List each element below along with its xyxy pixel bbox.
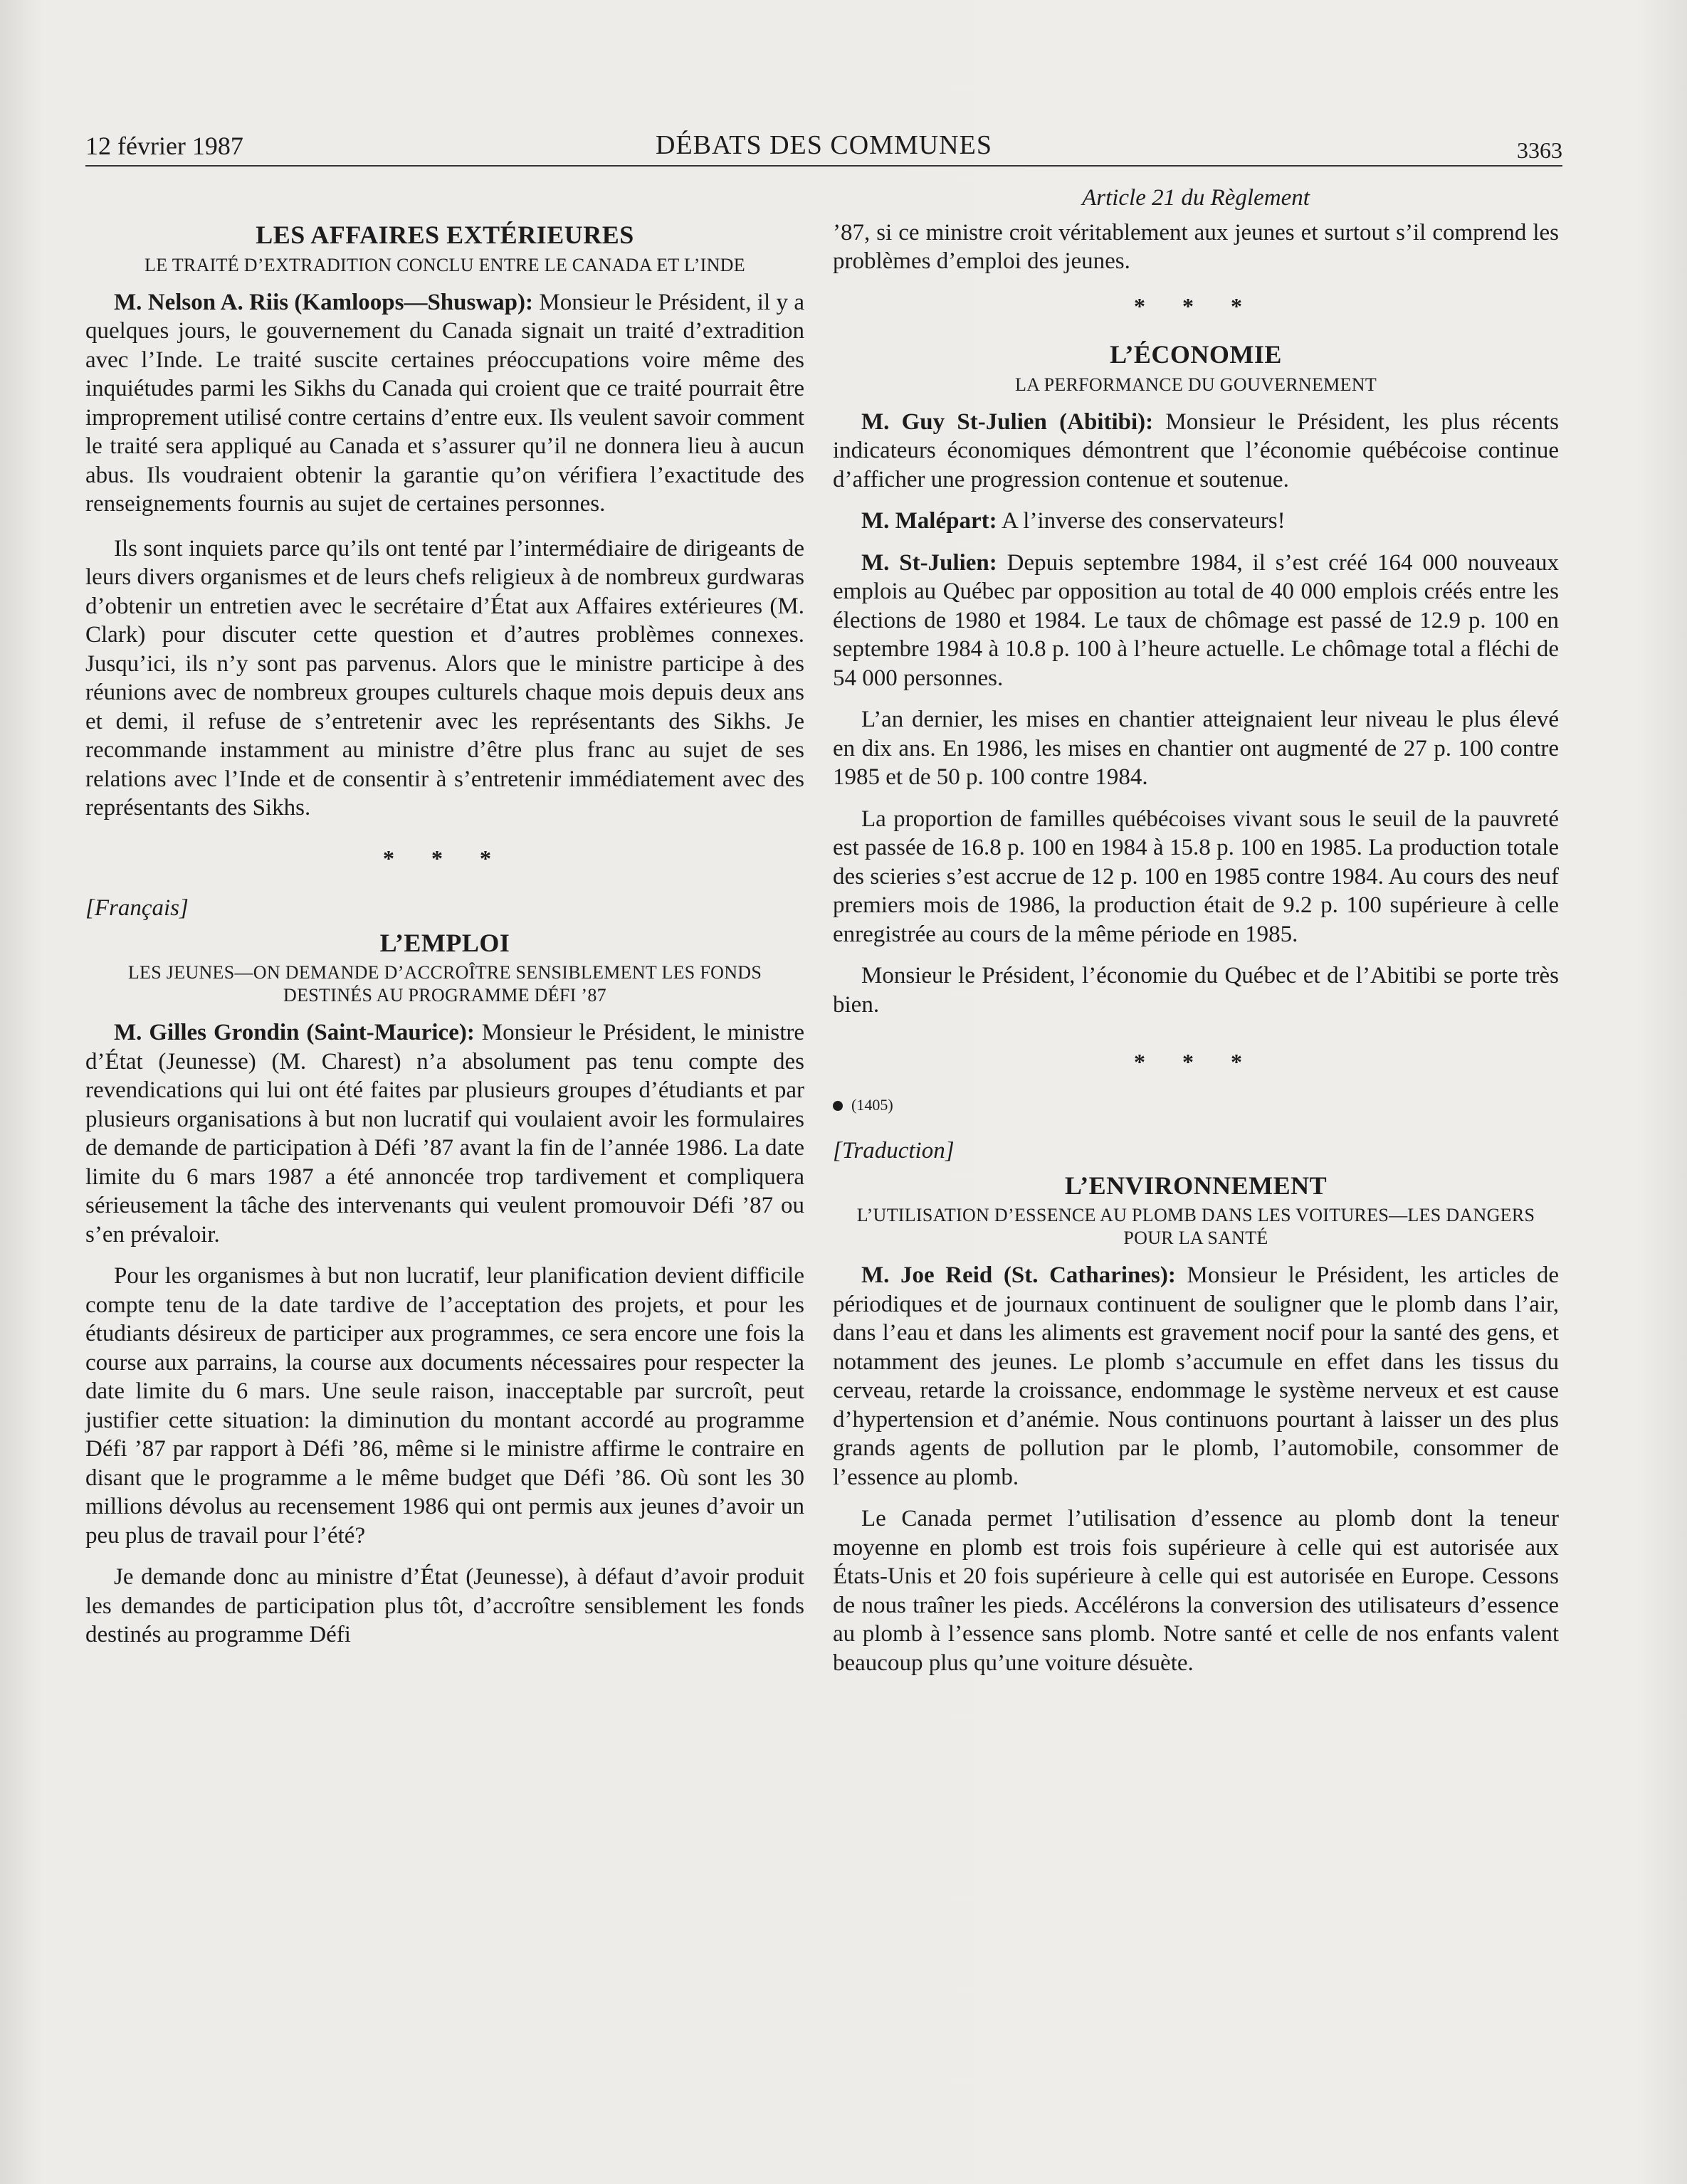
speaker-st-julien: M. Guy St-Julien (Abitibi):	[861, 408, 1154, 435]
paragraph-riis-2: Ils sont inquiets parce qu’ils ont tenté par l’intermédiaire de dirigeants de leurs divers organismes et de leurs chefs religieux à de nombreux gurdwaras d’obtenir un entretien avec le secrétaire d’État aux Affaires extérieures (M. Clark) pour discuter cette question et d’autres problèmes connexes. Jusqu’ici, ils n’y sont pas parvenus. Alors que le ministre participe à des réunions avec de nombreux groupes culturels chaque mois depuis deux ans et demi, il refuse de s’entretenir avec les représentants des Sikhs. Je recommande instamment au ministre d’être plus franc au sujet de ses relations avec l’Inde et de consentir à s’entretenir immédiatement avec des représentants des Sikhs.	[85, 535, 804, 821]
section-separator: * * *	[1134, 1049, 1258, 1075]
paragraph-st-julien-4: La proportion de familles québécoises vivant sous le seuil de la pauvreté est passée de 16.8 p. 100 en 1984 à 15.8 p. 100 en 1985. La production totale des scieries s’est accrue de 12 p. 100 en 1985 contre 1984. Au cours des neuf premiers mois de 1986, la production était de 9.2 p. 100 supérieure à celle enregistrée au cours de la même période en 1985.	[833, 806, 1559, 947]
paragraph-riis-1	[85, 288, 804, 519]
paragraph-text: Monsieur le Président, les articles de périodiques et de journaux continuent de souligner que le plomb dans l’air, dans l’eau et dans les aliments est gravement nocif pour la santé des gens, et notamment des jeunes. Le plomb s’accumule en effet dans les tissus du cerveau, retarde la croissance, endommage le système nerveux et est cause d’hypertension et d’anémie. Nous continuons pourtant à laisser un des plus grands agents de pollution par le plomb, l’automobile, consommer de l’essence au plomb.	[833, 1262, 1560, 1490]
paragraph-grondin-3: Je demande donc au ministre d’État (Jeunesse), à défaut d’avoir produit les demandes de participation plus tôt, d’accroître sensiblement les fonds destinés au programme Défi	[85, 1564, 804, 1647]
section-title-emploi: L’EMPLOI	[379, 928, 510, 957]
paragraph-st-julien-5: Monsieur le Président, l’économie du Québec et de l’Abitibi se porte très bien.	[833, 963, 1559, 1018]
paragraph-grondin-1	[85, 1018, 804, 1249]
section-title-economie: L’ÉCONOMIE	[1110, 340, 1282, 369]
paragraph-text: Monsieur le Président, le ministre d’État (Jeunesse) (M. Charest) n’a absolument pas tenu compte des revendications qui lui ont été faites par plusieurs groupes d’étudiants et par plusieurs organisations à but non lucratif qui voulaient avoir les formulaires de demande de participation à Défi ’87 avant la fin de l’année 1986. La date limite du 6 mars 1987 a été annoncée trop tardivement et compliquera sérieusement la tâche des intervenants qui veulent promouvoir Défi ’87 ou s’en prévaloir.	[85, 1020, 805, 1247]
paragraph-text: A l’inverse des conservateurs!	[997, 508, 1286, 534]
paragraph-st-julien-1	[833, 408, 1559, 495]
section-subtitle-performance: LA PERFORMANCE DU GOUVERNEMENT	[1014, 374, 1377, 395]
paragraph-text: Depuis septembre 1984, il s’est créé 164 000 nouveaux emplois au Québec par opposition au total de 40 000 emplois créés entre les élections de 1980 et 1984. Le taux de chômage est passé de 12.9 p. 100 en septembre 1984 à 10.8 p. 100 à l’heure actuelle. Le chômage total a fléchi de 54 000 personnes.	[833, 549, 1559, 691]
section-title-affaires-exterieures: LES AFFAIRES EXTÉRIEURES	[256, 221, 634, 249]
right-column	[833, 184, 1559, 1690]
paragraph-reid-2: Le Canada permet l’utilisation d’essence au plomb dont la teneur moyenne en plomb est trois fois supérieure à celle qui est autorisée aux États-Unis et 20 fois supérieure à celle qui est autorisée en Europe. Cessons de nous traîner les pieds. Accélérons la conversion des utilisateurs d’essence au plomb à l’essence sans plomb. Notre santé et celle de nos enfants valent beaucoup plus qu’une voiture désuète.	[833, 1506, 1559, 1676]
left-column	[85, 185, 804, 1662]
paragraph-st-julien-2	[833, 549, 1559, 693]
header-date: 12 février 1987	[85, 132, 243, 160]
paragraph-text: Monsieur le Président, les plus récents indicateurs économiques démontrent que l’économie québécoise continue d’afficher une progression contenue et soutenue.	[833, 408, 1559, 492]
time-text: (1405)	[851, 1095, 893, 1114]
time-marker	[833, 1091, 1559, 1120]
speaker-malepart: M. Malépart:	[861, 508, 997, 534]
section-separator: * * *	[1134, 292, 1258, 319]
speaker-grondin: M. Gilles Grondin (Saint-Maurice):	[114, 1020, 475, 1045]
section-title-environnement: L’ENVIRONNEMENT	[1064, 1171, 1328, 1200]
paragraph-reid-1	[833, 1261, 1559, 1492]
speaker-riis: M. Nelson A. Riis (Kamloops—Shuswap):	[114, 289, 534, 315]
paragraph-st-julien-3: L’an dernier, les mises en chantier atteignaient leur niveau le plus élevé en dix ans. En 1986, les mises en chantier ont augmenté de 27 p. 100 contre 1985 et de 50 p. 100 contre 1984.	[833, 707, 1559, 790]
header-page-number: 3363	[1517, 137, 1562, 163]
section-subtitle-essence-plomb: L’UTILISATION D’ESSENCE AU PLOMB DANS LES VOITURES—LES DANGERS POUR LA SANTÉ	[856, 1205, 1535, 1248]
bullet-icon	[833, 1101, 843, 1111]
section-subtitle-jeunes: LES JEUNES—ON DEMANDE D’ACCROÎTRE SENSIBLEMENT LES FONDS DESTINÉS AU PROGRAMME DÉFI ’87	[127, 962, 762, 1006]
language-marker-traduction: [Traduction]	[833, 1138, 955, 1164]
section-subtitle-traite-extradition: LE TRAITÉ D’EXTRADITION CONCLU ENTRE LE CANADA ET L’INDE	[144, 254, 745, 275]
paragraph-malepart	[833, 507, 1559, 536]
speaker-st-julien-short: M. St-Julien:	[861, 549, 997, 576]
paragraph-text: Monsieur le Président, il y a quelques jours, le gouvernement du Canada signait un traité d’extradition avec l’Inde. Le traité suscite certaines préoccupations voire même des inquiétudes parmi les Sikhs du Canada qui croient que ce traité pourrait être improprement utilisé contre certains d’entre eux. Ils veulent savoir comment le traité sera appliqué au Canada et s’assurer qu’il ne donnera lieu à aucun abus. Ils voudraient obtenir la garantie qu’on vérifiera l’exactitude des renseignements fournis au sujet de certaines personnes.	[85, 289, 804, 517]
page-header	[85, 120, 1562, 167]
language-marker-francais: [Français]	[85, 895, 189, 921]
running-head: Article 21 du Règlement	[1082, 185, 1310, 211]
paragraph-grondin-continued: ’87, si ce ministre croit véritablement aux jeunes et surtout s’il comprend les problèmes d’emploi des jeunes.	[833, 219, 1559, 274]
speaker-reid: M. Joe Reid (St. Catharines):	[861, 1262, 1176, 1288]
paragraph-grondin-2: Pour les organismes à but non lucratif, leur planification devient difficile compte tenu de la date tardive de l’acceptation des projets, et pour les étudiants désireux de participer aux programmes, ce sera encore une fois la course aux parrains, la course aux documents nécessaires pour respecter la date limite du 6 mars. Une seule raison, inacceptable par surcroît, peut justifier cette situation: la diminution du montant accordé au programme Défi ’87 par rapport à Défi ’86, même si le ministre affirme le contraire en disant que le programme a le même budget que Défi ’86. Où sont les 30 millions dévolus au recensement 1986 qui ont permis aux jeunes d’avoir un peu plus de travail pour l’été?	[85, 1263, 804, 1549]
header-title: DÉBATS DES COMMUNES	[656, 130, 992, 160]
section-separator: * * *	[383, 845, 507, 871]
